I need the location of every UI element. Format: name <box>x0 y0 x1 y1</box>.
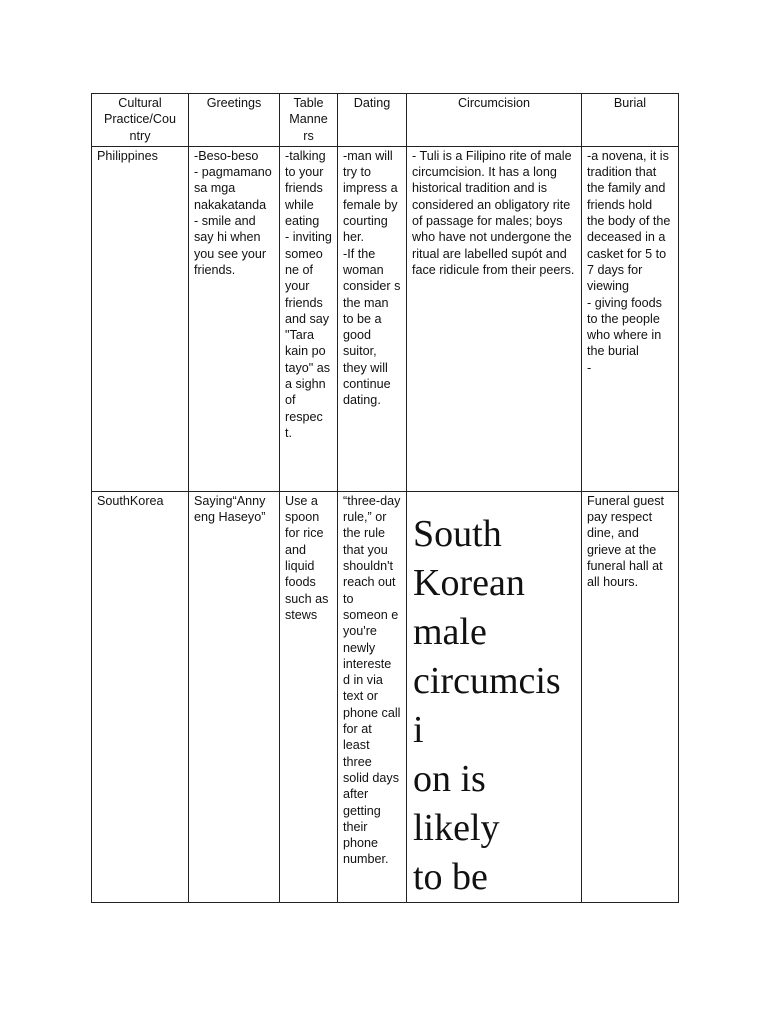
header-dating: Dating <box>338 94 407 147</box>
dating-cell: “three-day rule,” or the rule that you shouldn't reach out to someon e you're newly intereste d in via text or phone call for at least three solid days after getting their phone number. <box>338 491 407 902</box>
circumcision-cell: - Tuli is a Filipino rite of male circumcision. It has a long historical tradition and is considered an obligatory rite of passage for males; boys who have not undergone the ritual are labelled supót and face ridicule from their peers. <box>407 146 582 491</box>
country-cell: SouthKorea <box>92 491 189 902</box>
table-row-philippines <box>92 146 679 491</box>
dating-cell: -man will try to impress a female by courting her. -If the woman consider s the man to be a good suitor, they will continue dating. <box>338 146 407 491</box>
table-manners-cell: Use a spoon for rice and liquid foods such as stews <box>280 491 338 902</box>
header-circumcision: Circumcision <box>407 94 582 147</box>
circumcision-cell <box>407 491 582 902</box>
header-burial: Burial <box>582 94 679 147</box>
header-table-manners: Table Manne rs <box>280 94 338 147</box>
header-greetings: Greetings <box>189 94 280 147</box>
greetings-cell: Saying“Anny eng Haseyo” <box>189 491 280 902</box>
circumcision-large-text: South Korean male circumcis i on is likely to be <box>413 512 561 898</box>
burial-cell: -a novena, it is tradition that the family and friends hold the body of the deceased in a casket for 5 to 7 days for viewing - giving foods to the people who where in the burial - <box>582 146 679 491</box>
header-row <box>92 94 679 147</box>
table-manners-cell: -talking to your friends while eating - inviting someo ne of your friends and say "Tara kain po tayo" as a sighn of respec t. <box>280 146 338 491</box>
table-row-southkorea <box>92 491 679 902</box>
header-cultural-practice: Cultural Practice/Cou ntry <box>92 94 189 147</box>
country-cell: Philippines <box>92 146 189 491</box>
burial-cell: Funeral guest pay respect dine, and grieve at the funeral hall at all hours. <box>582 491 679 902</box>
greetings-cell: -Beso-beso - pagmamano sa mga nakakatanda - smile and say hi when you see your friends. <box>189 146 280 491</box>
cultural-practices-table <box>91 93 679 903</box>
